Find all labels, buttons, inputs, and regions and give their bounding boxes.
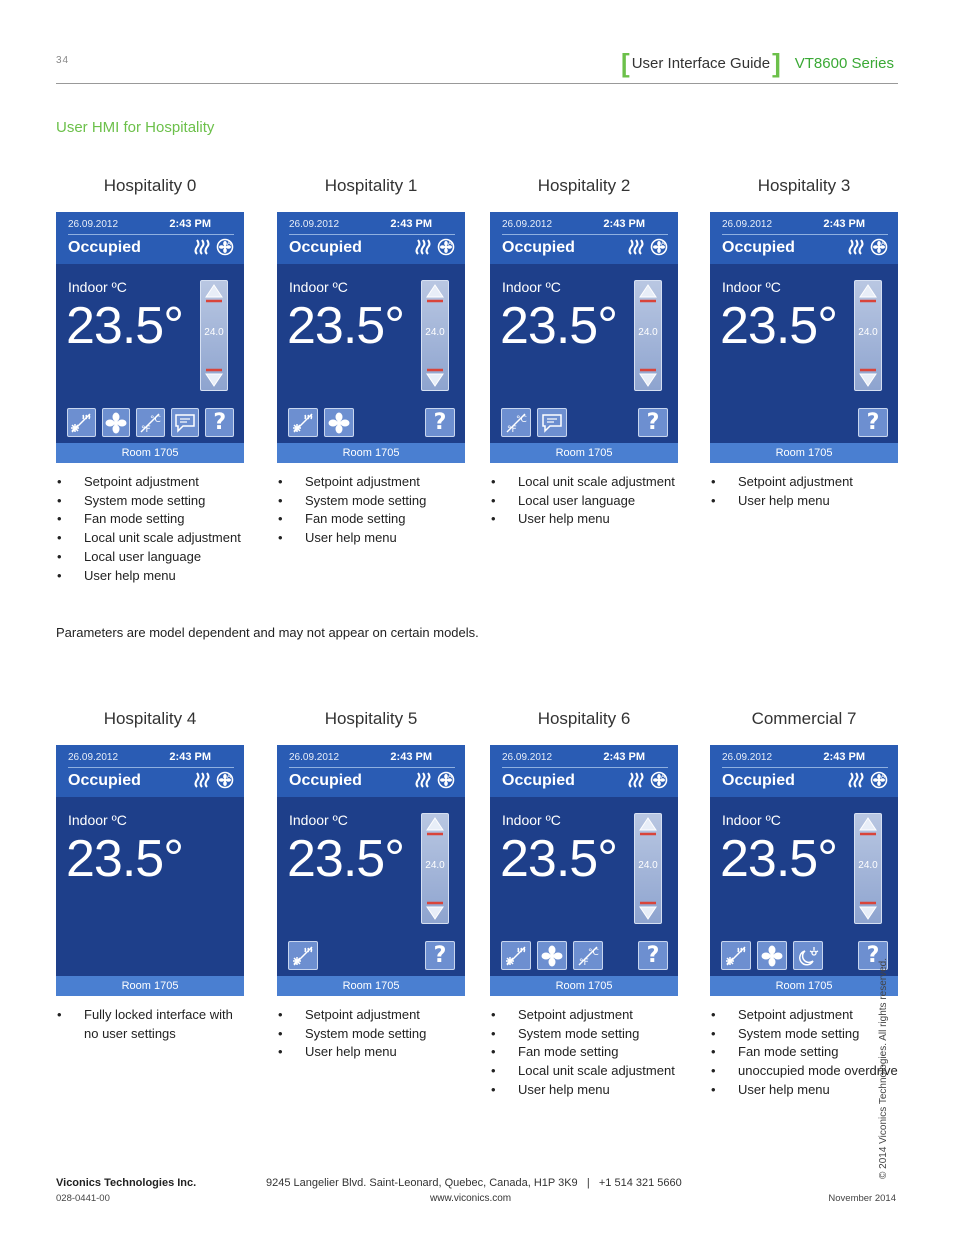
setpoint-value: 24.0 <box>858 860 878 871</box>
footer-address: 9245 Langelier Blvd. Saint-Leonard, Quebec, Canada, H1P 3K9 | +1 514 321 5660 <box>266 1177 682 1189</box>
header-divider <box>289 234 455 235</box>
model-card <box>710 176 898 510</box>
room-label: Room 1705 <box>56 443 244 463</box>
screen-date: 26.09.2012 <box>289 752 340 763</box>
svg-text:A: A <box>227 240 232 247</box>
screen-header <box>710 745 898 797</box>
feature-list <box>56 473 244 585</box>
question-mark-icon: ? <box>866 410 880 435</box>
thermostat-screen <box>56 212 244 463</box>
fahrenheit-celsius-icon <box>504 412 528 434</box>
setpoint-value: 24.0 <box>858 327 878 338</box>
model-card <box>490 176 678 529</box>
room-label: Room 1705 <box>490 443 678 463</box>
screen-date: 26.09.2012 <box>68 219 119 230</box>
heat-waves-icon <box>628 238 644 261</box>
screen-time: 2:43 PM <box>823 218 865 230</box>
function-buttons <box>721 408 888 437</box>
occupancy-status: Occupied <box>68 772 141 789</box>
svg-text:°C: °C <box>516 414 527 425</box>
room-label: Room 1705 <box>56 976 244 996</box>
screen-time: 2:43 PM <box>603 751 645 763</box>
header-rule <box>56 83 898 84</box>
feature-list <box>710 473 898 510</box>
indoor-temperature: 23.5° <box>287 830 405 888</box>
setpoint-slider[interactable] <box>421 280 449 391</box>
arrow-down-icon[interactable] <box>426 367 444 387</box>
status-icons <box>628 238 668 261</box>
snowflake-heat-icon <box>724 945 748 967</box>
heat-waves-icon <box>194 771 210 794</box>
arrow-down-icon[interactable] <box>859 367 877 387</box>
language-button[interactable] <box>537 408 567 437</box>
thermostat-screen <box>277 212 465 463</box>
fan-mode-button[interactable] <box>537 941 567 970</box>
speech-bubble-icon <box>174 413 196 433</box>
header-divider <box>502 234 668 235</box>
indoor-label: Indoor ºC <box>502 812 561 828</box>
fahrenheit-celsius-icon <box>138 412 162 434</box>
feature-item: • Fully locked interface with no user settings <box>56 1006 244 1043</box>
arrow-up-icon[interactable] <box>426 284 444 304</box>
setpoint-value: 24.0 <box>425 327 445 338</box>
feature-item: • User help menu <box>490 510 678 529</box>
feature-item: • System mode setting <box>710 1025 898 1044</box>
unit-scale-button[interactable] <box>501 408 531 437</box>
arrow-down-icon[interactable] <box>426 900 444 920</box>
model-title: Hospitality 5 <box>324 709 418 728</box>
snowflake-heat-icon <box>504 945 528 967</box>
room-label: Room 1705 <box>490 976 678 996</box>
question-mark-icon: ? <box>433 410 447 435</box>
model-card <box>277 176 465 548</box>
setpoint-value: 24.0 <box>204 327 224 338</box>
page-number: 34 <box>56 55 70 66</box>
feature-item: • Local unit scale adjustment <box>490 473 678 492</box>
auto-fan-icon <box>650 238 668 261</box>
feature-list <box>490 473 678 529</box>
function-buttons <box>288 408 455 437</box>
indoor-label: Indoor ºC <box>68 279 127 295</box>
status-icons <box>415 238 455 261</box>
auto-fan-icon <box>650 771 668 794</box>
help-button[interactable] <box>425 941 455 970</box>
feature-list <box>277 1006 465 1062</box>
function-buttons <box>501 408 668 437</box>
feature-item: • Setpoint adjustment <box>277 473 465 492</box>
speech-bubble-icon <box>541 413 563 433</box>
setpoint-value: 24.0 <box>425 860 445 871</box>
feature-item: • unoccupied mode overdrive <box>710 1062 898 1081</box>
thermostat-screen <box>56 745 244 996</box>
feature-item: • User help menu <box>277 1043 465 1062</box>
model-card <box>56 709 244 1043</box>
thermostat-screen <box>490 212 678 463</box>
language-button[interactable] <box>171 408 200 437</box>
occupancy-status: Occupied <box>289 772 362 789</box>
document-header <box>621 48 894 78</box>
fan-icon <box>328 412 350 434</box>
model-title: Hospitality 1 <box>324 176 418 195</box>
heat-waves-icon <box>415 238 431 261</box>
feature-list <box>490 1006 678 1100</box>
model-card <box>56 176 244 585</box>
arrow-up-icon[interactable] <box>205 284 223 304</box>
indoor-temperature: 23.5° <box>500 297 618 355</box>
svg-text:°C: °C <box>150 414 162 425</box>
feature-item: • User help menu <box>56 567 244 586</box>
model-title: Hospitality 2 <box>537 176 631 195</box>
screen-time: 2:43 PM <box>823 751 865 763</box>
arrow-up-icon[interactable] <box>426 817 444 837</box>
heat-waves-icon <box>194 238 210 261</box>
status-icons <box>848 771 888 794</box>
thermostat-screen <box>710 745 898 996</box>
feature-item: • User help menu <box>710 1081 898 1100</box>
indoor-temperature: 23.5° <box>720 297 838 355</box>
header-divider <box>722 767 888 768</box>
screen-date: 26.09.2012 <box>502 752 553 763</box>
screen-header <box>277 745 465 797</box>
feature-list <box>710 1006 898 1100</box>
system-mode-button[interactable] <box>721 941 751 970</box>
screen-date: 26.09.2012 <box>722 752 773 763</box>
feature-item: • Fan mode setting <box>710 1043 898 1062</box>
occupancy-status: Occupied <box>722 239 795 256</box>
auto-fan-icon <box>216 238 234 261</box>
guide-title: User Interface Guide <box>631 54 771 72</box>
model-title: Hospitality 3 <box>757 176 851 195</box>
screen-date: 26.09.2012 <box>289 219 340 230</box>
unit-scale-button[interactable] <box>136 408 165 437</box>
feature-item: • Local user language <box>490 492 678 511</box>
heat-waves-icon <box>415 771 431 794</box>
screen-header <box>56 212 244 264</box>
room-label: Room 1705 <box>710 443 898 463</box>
model-title: Hospitality 6 <box>537 709 631 728</box>
footer-website[interactable]: www.viconics.com <box>430 1193 512 1204</box>
feature-item: • Local unit scale adjustment <box>490 1062 678 1081</box>
arrow-up-icon[interactable] <box>859 817 877 837</box>
status-icons <box>848 238 888 261</box>
moon-sun-icon <box>796 945 820 967</box>
snowflake-heat-icon <box>69 412 93 434</box>
occupancy-status: Occupied <box>502 772 575 789</box>
feature-item: • Fan mode setting <box>490 1043 678 1062</box>
heat-waves-icon <box>848 771 864 794</box>
question-mark-icon: ? <box>646 410 660 435</box>
auto-fan-icon <box>870 238 888 261</box>
screen-date: 26.09.2012 <box>722 219 773 230</box>
series-title: VT8600 Series <box>794 54 894 72</box>
indoor-label: Indoor ºC <box>502 279 561 295</box>
help-button[interactable] <box>205 408 234 437</box>
function-buttons <box>288 941 455 970</box>
status-icons <box>194 771 234 794</box>
screen-time: 2:43 PM <box>169 218 211 230</box>
header-divider <box>68 234 234 235</box>
indoor-temperature: 23.5° <box>287 297 405 355</box>
arrow-down-icon[interactable] <box>859 900 877 920</box>
setpoint-slider[interactable] <box>634 813 662 924</box>
copyright: © 2014 Viconics Technologies. All rights reserved. <box>878 957 889 1179</box>
feature-item: • Setpoint adjustment <box>710 1006 898 1025</box>
fan-icon <box>541 945 563 967</box>
svg-text:A: A <box>227 773 232 780</box>
arrow-up-icon[interactable] <box>859 284 877 304</box>
svg-text:°F: °F <box>507 424 517 434</box>
heat-waves-icon <box>848 238 864 261</box>
help-button[interactable] <box>425 408 455 437</box>
occupancy-status: Occupied <box>502 239 575 256</box>
indoor-label: Indoor ºC <box>289 812 348 828</box>
indoor-label: Indoor ºC <box>722 279 781 295</box>
auto-fan-icon <box>437 771 455 794</box>
screen-time: 2:43 PM <box>169 751 211 763</box>
system-mode-button[interactable] <box>501 941 531 970</box>
feature-item: • Fan mode setting <box>56 510 244 529</box>
setpoint-slider[interactable] <box>421 813 449 924</box>
svg-text:A: A <box>881 773 886 780</box>
feature-item: • User help menu <box>490 1081 678 1100</box>
feature-list <box>277 473 465 548</box>
status-icons <box>628 771 668 794</box>
auto-fan-icon <box>216 771 234 794</box>
model-title: Hospitality 0 <box>103 176 197 195</box>
screen-header <box>490 745 678 797</box>
footer-date: November 2014 <box>828 1193 896 1204</box>
bracket-left-icon: [ <box>621 48 630 78</box>
system-mode-button[interactable] <box>288 408 318 437</box>
fahrenheit-celsius-icon <box>576 945 600 967</box>
screen-header <box>490 212 678 264</box>
occupancy-status: Occupied <box>722 772 795 789</box>
arrow-up-icon[interactable] <box>639 284 657 304</box>
help-button[interactable] <box>638 941 668 970</box>
screen-header <box>56 745 244 797</box>
indoor-label: Indoor ºC <box>289 279 348 295</box>
thermostat-screen <box>710 212 898 463</box>
help-button[interactable] <box>858 408 888 437</box>
fan-icon <box>105 412 127 434</box>
setpoint-slider[interactable] <box>854 280 882 391</box>
model-title: Commercial 7 <box>751 709 857 728</box>
model-card <box>277 709 465 1062</box>
svg-text:A: A <box>448 773 453 780</box>
function-buttons <box>67 408 234 437</box>
svg-text:A: A <box>661 773 666 780</box>
status-icons <box>415 771 455 794</box>
snowflake-heat-icon <box>291 945 315 967</box>
parameters-note: Parameters are model dependent and may not appear on certain models. <box>56 625 479 640</box>
feature-item: • Local user language <box>56 548 244 567</box>
arrow-down-icon[interactable] <box>639 367 657 387</box>
svg-text:A: A <box>448 240 453 247</box>
svg-text:A: A <box>661 240 666 247</box>
screen-date: 26.09.2012 <box>502 219 553 230</box>
indoor-temperature: 23.5° <box>500 830 618 888</box>
screen-header <box>277 212 465 264</box>
screen-date: 26.09.2012 <box>68 752 119 763</box>
header-divider <box>722 234 888 235</box>
status-icons <box>194 238 234 261</box>
header-divider <box>68 767 234 768</box>
setpoint-slider[interactable] <box>854 813 882 924</box>
feature-item: • System mode setting <box>277 1025 465 1044</box>
question-mark-icon: ? <box>433 943 447 968</box>
room-label: Room 1705 <box>277 976 465 996</box>
fan-icon <box>761 945 783 967</box>
room-label: Room 1705 <box>277 443 465 463</box>
screen-time: 2:43 PM <box>390 751 432 763</box>
model-card <box>490 709 678 1100</box>
thermostat-screen <box>277 745 465 996</box>
auto-fan-icon <box>437 238 455 261</box>
function-buttons <box>501 941 668 970</box>
fan-mode-button[interactable] <box>757 941 787 970</box>
setpoint-value: 24.0 <box>638 327 658 338</box>
question-mark-icon: ? <box>213 410 227 435</box>
header-divider <box>289 767 455 768</box>
arrow-down-icon[interactable] <box>639 900 657 920</box>
question-mark-icon: ? <box>866 943 880 968</box>
header-divider <box>502 767 668 768</box>
feature-item: • User help menu <box>277 529 465 548</box>
setpoint-slider[interactable] <box>634 280 662 391</box>
svg-text:A: A <box>881 240 886 247</box>
unit-scale-button[interactable] <box>573 941 603 970</box>
function-buttons <box>721 941 888 970</box>
feature-item: • Setpoint adjustment <box>710 473 898 492</box>
feature-item: • Local unit scale adjustment <box>56 529 244 548</box>
question-mark-icon: ? <box>646 943 660 968</box>
feature-list <box>56 1006 244 1043</box>
occupancy-status: Occupied <box>68 239 141 256</box>
room-label: Room 1705 <box>710 976 898 996</box>
screen-time: 2:43 PM <box>390 218 432 230</box>
occupancy-status: Occupied <box>289 239 362 256</box>
arrow-down-icon[interactable] <box>205 367 223 387</box>
arrow-up-icon[interactable] <box>639 817 657 837</box>
feature-item: • System mode setting <box>56 492 244 511</box>
feature-item: • User help menu <box>710 492 898 511</box>
snowflake-heat-icon <box>291 412 315 434</box>
thermostat-screen <box>490 745 678 996</box>
unoccupied-override-button[interactable] <box>793 941 823 970</box>
indoor-label: Indoor ºC <box>722 812 781 828</box>
system-mode-button[interactable] <box>67 408 96 437</box>
screen-header <box>710 212 898 264</box>
feature-item: • Setpoint adjustment <box>56 473 244 492</box>
footer-doc-number: 028-0441-00 <box>56 1193 110 1204</box>
indoor-temperature: 23.5° <box>720 830 838 888</box>
svg-text:°C: °C <box>588 947 599 958</box>
feature-item: • System mode setting <box>277 492 465 511</box>
system-mode-button[interactable] <box>288 941 318 970</box>
bracket-right-icon: ] <box>772 48 781 78</box>
indoor-temperature: 23.5° <box>66 297 184 355</box>
setpoint-value: 24.0 <box>638 860 658 871</box>
heat-waves-icon <box>628 771 644 794</box>
setpoint-slider[interactable] <box>200 280 228 391</box>
fan-mode-button[interactable] <box>102 408 131 437</box>
help-button[interactable] <box>638 408 668 437</box>
feature-item: • Setpoint adjustment <box>277 1006 465 1025</box>
indoor-label: Indoor ºC <box>68 812 127 828</box>
indoor-temperature: 23.5° <box>66 830 184 888</box>
svg-text:°F: °F <box>141 424 152 434</box>
function-buttons <box>67 941 234 970</box>
feature-item: • Fan mode setting <box>277 510 465 529</box>
model-card <box>710 709 898 1100</box>
svg-text:°F: °F <box>579 957 589 967</box>
section-heading: User HMI for Hospitality <box>56 119 215 136</box>
model-title: Hospitality 4 <box>103 709 197 728</box>
auto-fan-icon <box>870 771 888 794</box>
footer-company: Viconics Technologies Inc. <box>56 1177 197 1189</box>
screen-time: 2:43 PM <box>603 218 645 230</box>
feature-item: • System mode setting <box>490 1025 678 1044</box>
fan-mode-button[interactable] <box>324 408 354 437</box>
feature-item: • Setpoint adjustment <box>490 1006 678 1025</box>
